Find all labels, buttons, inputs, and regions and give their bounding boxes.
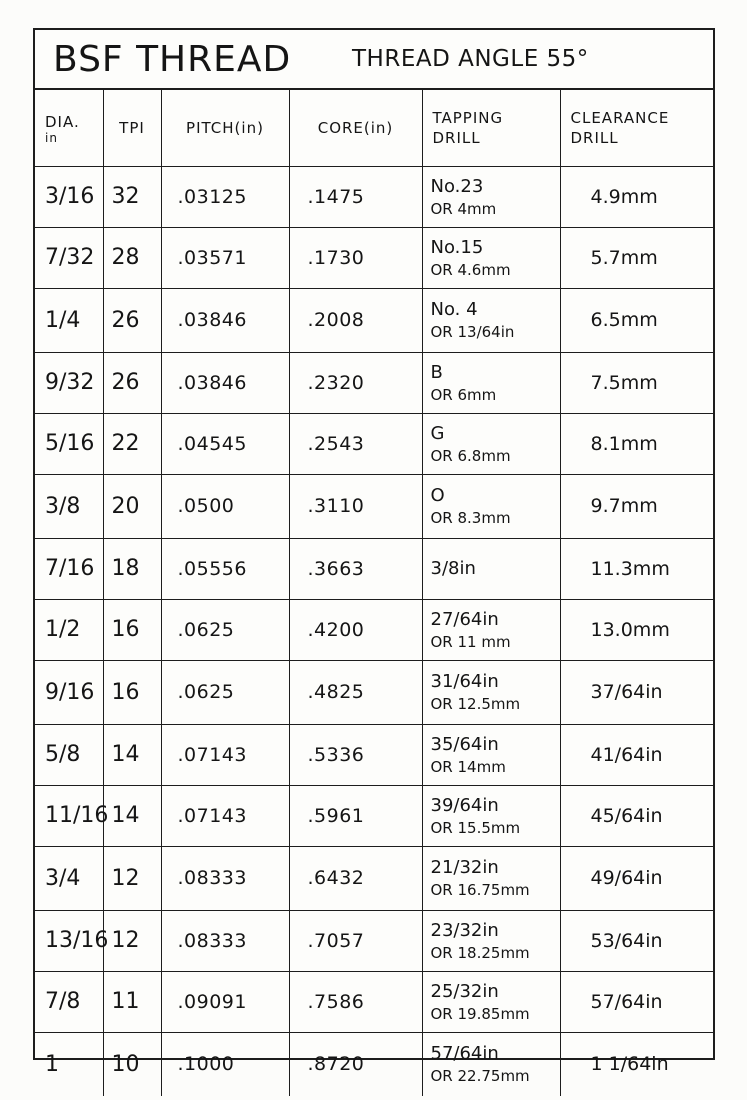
clearance-drill-cell: 49/64in bbox=[560, 846, 713, 910]
tapping-drill-primary: 39/64in bbox=[430, 794, 499, 816]
core-cell: .2320 bbox=[289, 352, 422, 413]
clearance-drill-cell: 4.9mm bbox=[560, 166, 713, 227]
title-bar bbox=[35, 30, 713, 90]
tapping-drill-primary: No.23 bbox=[430, 175, 484, 197]
tapping-drill-primary: 23/32in bbox=[430, 919, 499, 941]
clearance-drill-cell: 5.7mm bbox=[560, 227, 713, 288]
header-core: CORE(in) bbox=[289, 90, 422, 166]
pitch-cell: .0500 bbox=[161, 474, 289, 538]
diameter-cell: 3/4 bbox=[35, 846, 103, 910]
core-cell: .1730 bbox=[289, 227, 422, 288]
tapping-drill-primary: 31/64in bbox=[430, 671, 499, 692]
diameter-cell: 13/16 bbox=[35, 910, 103, 971]
diameter-cell: 3/8 bbox=[35, 474, 103, 538]
tapping-drill-cell bbox=[422, 166, 560, 227]
header-clearance-line1: CLEARANCE bbox=[570, 108, 670, 127]
header-clearance-line2: DRILL bbox=[570, 128, 619, 147]
tapping-drill-primary: B bbox=[430, 361, 443, 383]
core-cell: .4200 bbox=[289, 599, 422, 660]
table-row bbox=[35, 352, 713, 413]
tapping-drill-primary: 25/32in bbox=[430, 980, 499, 1002]
tapping-drill-primary: 27/64in bbox=[430, 608, 499, 630]
table-row bbox=[35, 288, 713, 352]
table-row bbox=[35, 971, 713, 1032]
header-row bbox=[35, 90, 713, 166]
tpi-cell: 32 bbox=[103, 166, 161, 227]
table-row bbox=[35, 910, 713, 971]
tapping-drill-cell bbox=[422, 413, 560, 474]
clearance-drill-cell: 9.7mm bbox=[560, 474, 713, 538]
diameter-cell: 5/8 bbox=[35, 724, 103, 785]
table-row bbox=[35, 166, 713, 227]
clearance-drill-cell: 37/64in bbox=[560, 660, 713, 724]
tapping-drill-alternative: OR 19.85mm bbox=[430, 1004, 530, 1023]
thread-angle-label: THREAD ANGLE 55° bbox=[352, 46, 589, 72]
diameter-cell: 1/2 bbox=[35, 599, 103, 660]
tapping-drill-cell bbox=[422, 474, 560, 538]
tapping-drill-cell bbox=[422, 910, 560, 971]
tpi-cell: 28 bbox=[103, 227, 161, 288]
bsf-thread-table bbox=[35, 90, 713, 1096]
diameter-cell: 7/16 bbox=[35, 538, 103, 599]
table-row bbox=[35, 474, 713, 538]
tapping-drill-alternative: OR 15.5mm bbox=[430, 818, 521, 837]
clearance-drill-cell: 13.0mm bbox=[560, 599, 713, 660]
pitch-cell: .03571 bbox=[161, 227, 289, 288]
tpi-cell: 16 bbox=[103, 660, 161, 724]
table-row bbox=[35, 1032, 713, 1096]
core-cell: .5961 bbox=[289, 785, 422, 846]
pitch-cell: .05556 bbox=[161, 538, 289, 599]
tapping-drill-cell bbox=[422, 227, 560, 288]
clearance-drill-cell: 8.1mm bbox=[560, 413, 713, 474]
tpi-cell: 16 bbox=[103, 599, 161, 660]
pitch-cell: .1000 bbox=[161, 1032, 289, 1096]
table-row bbox=[35, 785, 713, 846]
diameter-cell: 11/16 bbox=[35, 785, 103, 846]
tpi-cell: 26 bbox=[103, 288, 161, 352]
core-cell: .2008 bbox=[289, 288, 422, 352]
tapping-drill-primary: 21/32in bbox=[430, 857, 499, 878]
header-pitch: PITCH(in) bbox=[161, 90, 289, 166]
clearance-drill-cell: 11.3mm bbox=[560, 538, 713, 599]
tapping-drill-cell bbox=[422, 599, 560, 660]
tapping-drill-alternative: OR 13/64in bbox=[430, 323, 515, 341]
tapping-drill-alternative: OR 22.75mm bbox=[430, 1067, 530, 1086]
pitch-cell: .07143 bbox=[161, 785, 289, 846]
header-diameter-label: DIA. bbox=[45, 112, 80, 131]
tapping-drill-cell bbox=[422, 971, 560, 1032]
tpi-cell: 18 bbox=[103, 538, 161, 599]
tapping-drill-cell bbox=[422, 352, 560, 413]
tapping-drill-alternative: OR 4.6mm bbox=[430, 260, 511, 279]
clearance-drill-cell: 1 1/64in bbox=[560, 1032, 713, 1096]
tapping-drill-cell bbox=[422, 538, 560, 599]
diameter-cell: 5/16 bbox=[35, 413, 103, 474]
core-cell: .7057 bbox=[289, 910, 422, 971]
diameter-cell: 7/32 bbox=[35, 227, 103, 288]
diameter-cell: 1/4 bbox=[35, 288, 103, 352]
tpi-cell: 14 bbox=[103, 724, 161, 785]
pitch-cell: .08333 bbox=[161, 846, 289, 910]
tapping-drill-alternative: OR 6.8mm bbox=[430, 446, 511, 465]
pitch-cell: .03846 bbox=[161, 288, 289, 352]
clearance-drill-cell: 6.5mm bbox=[560, 288, 713, 352]
header-tpi: TPI bbox=[103, 90, 161, 166]
diameter-cell: 7/8 bbox=[35, 971, 103, 1032]
tapping-drill-cell bbox=[422, 724, 560, 785]
clearance-drill-cell: 57/64in bbox=[560, 971, 713, 1032]
tapping-drill-alternative: OR 11 mm bbox=[430, 632, 511, 651]
tapping-drill-alternative: OR 8.3mm bbox=[430, 509, 511, 527]
tapping-drill-cell bbox=[422, 288, 560, 352]
tapping-drill-primary: 35/64in bbox=[430, 733, 499, 755]
pitch-cell: .07143 bbox=[161, 724, 289, 785]
core-cell: .3110 bbox=[289, 474, 422, 538]
table-body bbox=[35, 166, 713, 1096]
tapping-drill-primary: No. 4 bbox=[430, 299, 478, 320]
tapping-drill-alternative: OR 14mm bbox=[430, 757, 506, 776]
header-diameter bbox=[35, 90, 103, 166]
tapping-drill-cell bbox=[422, 785, 560, 846]
chart-title: BSF THREAD bbox=[53, 39, 292, 80]
tpi-cell: 14 bbox=[103, 785, 161, 846]
core-cell: .7586 bbox=[289, 971, 422, 1032]
tpi-cell: 12 bbox=[103, 846, 161, 910]
core-cell: .6432 bbox=[289, 846, 422, 910]
pitch-cell: .08333 bbox=[161, 910, 289, 971]
table-row bbox=[35, 660, 713, 724]
tapping-drill-primary: 57/64in bbox=[430, 1043, 499, 1065]
clearance-drill-cell: 7.5mm bbox=[560, 352, 713, 413]
core-cell: .1475 bbox=[289, 166, 422, 227]
tapping-drill-alternative: OR 16.75mm bbox=[430, 881, 530, 899]
tapping-drill-cell bbox=[422, 846, 560, 910]
tpi-cell: 12 bbox=[103, 910, 161, 971]
pitch-cell: .0625 bbox=[161, 660, 289, 724]
tpi-cell: 20 bbox=[103, 474, 161, 538]
table-row bbox=[35, 724, 713, 785]
tapping-drill-cell bbox=[422, 1032, 560, 1096]
header-tapping-line2: DRILL bbox=[432, 128, 481, 147]
table-row bbox=[35, 413, 713, 474]
pitch-cell: .0625 bbox=[161, 599, 289, 660]
table-row bbox=[35, 599, 713, 660]
core-cell: .4825 bbox=[289, 660, 422, 724]
core-cell: .8720 bbox=[289, 1032, 422, 1096]
header-clearance-drill bbox=[560, 90, 713, 166]
header-tapping-drill bbox=[422, 90, 560, 166]
clearance-drill-cell: 53/64in bbox=[560, 910, 713, 971]
tapping-drill-primary: O bbox=[430, 485, 445, 506]
tapping-drill-primary: 3/8in bbox=[430, 557, 476, 579]
core-cell: .3663 bbox=[289, 538, 422, 599]
tpi-cell: 10 bbox=[103, 1032, 161, 1096]
tapping-drill-alternative: OR 18.25mm bbox=[430, 943, 530, 962]
diameter-cell: 9/16 bbox=[35, 660, 103, 724]
table-row bbox=[35, 846, 713, 910]
clearance-drill-cell: 41/64in bbox=[560, 724, 713, 785]
core-cell: .5336 bbox=[289, 724, 422, 785]
diameter-cell: 9/32 bbox=[35, 352, 103, 413]
thread-chart-sheet bbox=[33, 28, 715, 1086]
header-diameter-unit: in bbox=[45, 130, 58, 145]
header-tapping-line1: TAPPING bbox=[432, 108, 504, 127]
tapping-drill-alternative: OR 12.5mm bbox=[430, 695, 521, 713]
tapping-drill-alternative: OR 6mm bbox=[430, 385, 497, 404]
tapping-drill-primary: G bbox=[430, 422, 445, 444]
diameter-cell: 1 bbox=[35, 1032, 103, 1096]
tapping-drill-primary: No.15 bbox=[430, 236, 484, 258]
tapping-drill-cell bbox=[422, 660, 560, 724]
pitch-cell: .03846 bbox=[161, 352, 289, 413]
table-row bbox=[35, 538, 713, 599]
clearance-drill-cell: 45/64in bbox=[560, 785, 713, 846]
pitch-cell: .04545 bbox=[161, 413, 289, 474]
pitch-cell: .09091 bbox=[161, 971, 289, 1032]
tpi-cell: 11 bbox=[103, 971, 161, 1032]
core-cell: .2543 bbox=[289, 413, 422, 474]
table-row bbox=[35, 227, 713, 288]
tpi-cell: 26 bbox=[103, 352, 161, 413]
diameter-cell: 3/16 bbox=[35, 166, 103, 227]
tapping-drill-alternative: OR 4mm bbox=[430, 199, 497, 218]
pitch-cell: .03125 bbox=[161, 166, 289, 227]
tpi-cell: 22 bbox=[103, 413, 161, 474]
